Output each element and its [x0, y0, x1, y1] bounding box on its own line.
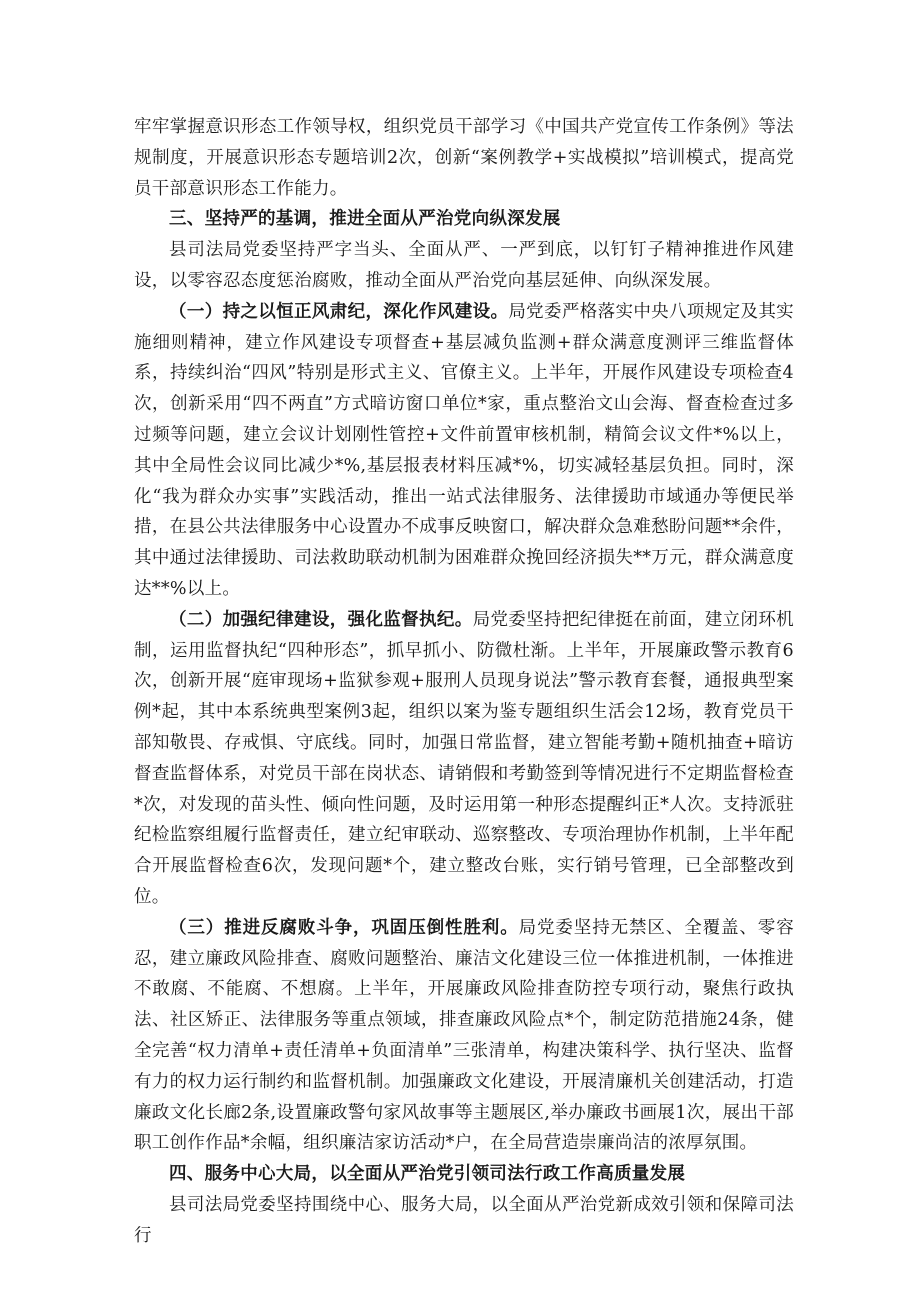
subsection-two-title: （二）加强纪律建设，强化监督执纪。	[169, 609, 473, 630]
paragraph-subsection-one	[134, 297, 794, 605]
paragraph-section-four-intro: 县司法局党委坚持围绕中心、服务大局，以全面从严治党新成效引领和保障司法行	[134, 1194, 794, 1246]
subsection-one-body: 局党委严格落实中央八项规定及其实施细则精神，建立作风建设专项督查+基层减负监测+群众满意度测评三维监督体系，持续纠治“四风”特别是形式主义、官僚主义。上半年，开展作风建设专项检查4次，创新采用“四不两直”方式暗访窗口单位*家，重点整治文山会海、督查检查过多过频等问题，建立会议计划刚性管控+文件前置审核机制，精简会议文件*%以上，其中全局性会议同比减少*%,基层报表材料压减*%，切实减轻基层负担。同时，深化“我为群众办实事”实践活动，推出一站式法律服务、法律援助市域通办等便民举措，在县公共法律服务中心设置办不成事反映窗口，解决群众急难愁盼问题**余件，其中通过法律援助、司法救助联动机制为困难群众挽回经济损失**万元，群众满意度达**%以上。	[134, 301, 794, 599]
paragraph-ideology-training: 牢牢掌握意识形态工作领导权，组织党员干部学习《中国共产党宣传工作条例》等法规制度，开展意识形态专题培训2次，创新“案例教学+实战模拟”培训模式，提高党员干部意识形态工作能力。	[134, 117, 794, 199]
subsection-one-title: （一）持之以恒正风肃纪，深化作风建设。	[169, 301, 509, 322]
subsection-three-body: 局党委坚持无禁区、全覆盖、零容忍，建立廉政风险排查、腐败问题整治、廉洁文化建设三位一体推进机制，一体推进不敢腐、不能腐、不想腐。上半年，开展廉政风险排查防控专项行动，聚焦行政执法、社区矫正、法律服务等重点领域，排查廉政风险点*个，制定防范措施24条，健全完善“权力清单+责任清单+负面清单”三张清单，构建决策科学、执行坚决、监督有力的权力运行制约和监督机制。加强廉政文化建设，开展清廉机关创建活动，打造廉政文化长廊2条,设置廉政警句家风故事等主题展区,举办廉政书画展1次，展出干部职工创作作品*余幅，组织廉洁家访活动*户，在全局营造崇廉尚洁的浓厚氛围。	[134, 917, 795, 1154]
paragraph-subsection-three	[134, 913, 794, 1159]
subsection-two-body: 局党委坚持把纪律挺在前面，建立闭环机制，运用监督执纪“四种形态”，抓早抓小、防微杜渐。上半年，开展廉政警示教育6次，创新开展“庭审现场+监狱参观+服刑人员现身说法”警示教育套餐，通报典型案例*起，其中本系统典型案例3起，组织以案为鉴专题组织生活会12场，教育党员干部知敬畏、存戒惧、守底线。同时，加强日常监督，建立智能考勤+随机抽查+暗访督查监督体系，对党员干部在岗状态、请销假和考勤签到等情况进行不定期监督检查*次，对发现的苗头性、倾向性问题，及时运用第一种形态提醒纠正*人次。支持派驻纪检监察组履行监督责任，建立纪审联动、巡察整改、专项治理协作机制，上半年配合开展监督检查6次，发现问题*个，建立整改台账，实行销号管理，已全部整改到位。	[134, 609, 794, 907]
section-heading-three: 三、坚持严的基调，推进全面从严治党向纵深发展	[169, 209, 561, 230]
paragraph-section-three-intro: 县司法局党委坚持严字当头、全面从严、一严到底，以钉钉子精神推进作风建设，以零容忍态度惩治腐败，推动全面从严治党向基层延伸、向纵深发展。	[134, 240, 794, 291]
subsection-three-title: （三）推进反腐败斗争，巩固压倒性胜利。	[169, 917, 519, 938]
paragraph-subsection-two	[134, 605, 794, 913]
section-heading-four: 四、服务中心大局，以全面从严治党引领司法行政工作高质量发展	[169, 1164, 686, 1185]
